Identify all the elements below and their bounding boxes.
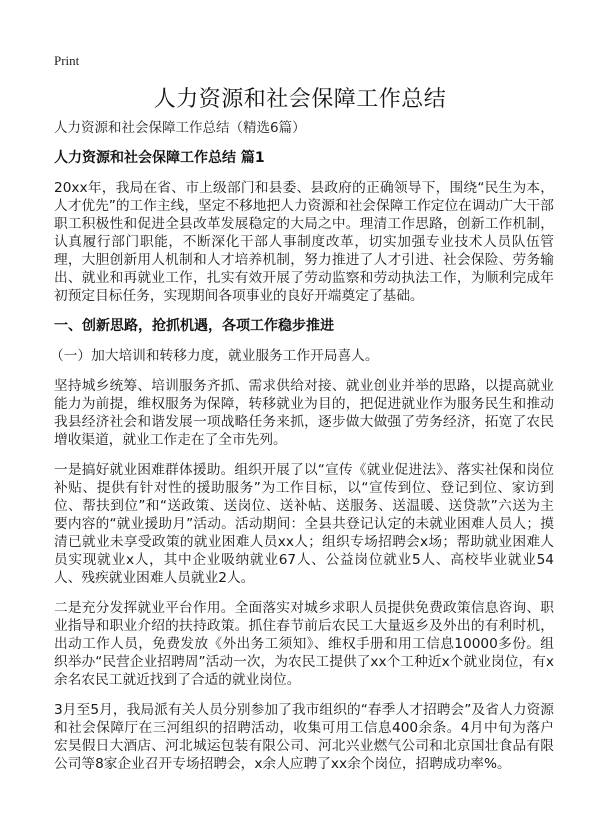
paragraph-recruitment: 3月至5月，我局派有关人员分别参加了我市组织的“春季人才招聘会”及省人力资源和社会保障厅在三河组织的招聘活动，收集可用工信息400余条。4月中旬为落户宏昊假日大酒店、河北城运包装有限公司、河北兴业燃气公司和北京国壮食品有限公司等8家企业召开专场招聘会，x余人应聘了xx余个岗位，招聘成功率%。 (54, 702, 554, 772)
item-heading: （一）加大培训和转移力度，就业服务工作开局喜人。 (50, 348, 379, 364)
document-subtitle: 人力资源和社会保障工作总结（精选6篇） (54, 120, 306, 136)
intro-paragraph: 20xx年，我局在省、市上级部门和县委、县政府的正确领导下，围绕“民生为本，人才优先”的工作主线，坚定不移地把人力资源和社会保障工作定位在调动广大干部职工积极性和促进全县改革发展稳定的大局之中。理清工作思路，创新工作机制，认真履行部门职能，不断深化干部人事制度改革，切实加强专业技术人员队伍管理，大胆创新用人机制和人才培养机制，努力推进了人才引进、社会保险、劳务输出、就业和再就业工作，扎实有效开展了劳动监察和劳动执法工作，为顺利完成年初预定目标任务，实现期间各项事业的良好开端奠定了基础。 (54, 180, 554, 304)
paragraph-assistance: 一是搞好就业困难群体援助。组织开展了以“宣传《就业促进法》、落实社保和岗位补贴、提供有针对性的援助服务”为工作目标，以“宣传到位、登记到位、家访到位、帮扶到位”和“送政策、送岗位、送补帖、送服务、送温暖、送贷款”六送为主要内容的“就业援助月”活动。活动期间：全县共登记认定的未就业困难人员人；摸清已就业未享受政策的就业困难人员xx人；组织专场招聘会x场；帮助就业困难人员实现就业x人，其中企业吸纳就业67人、公益岗位就业5人、高校毕业就业54人、残疾就业困难人员就业2人。 (54, 462, 554, 586)
section-heading: 人力资源和社会保障工作总结 篇1 (54, 150, 265, 166)
document-title: 人力资源和社会保障工作总结 (153, 87, 447, 112)
print-label: Print (54, 53, 80, 68)
document-body (50, 119, 554, 785)
paragraph-employment-strategy: 坚持城乡统筹、培训服务齐抓、需求供给对接、就业创业并举的思路，以提高就业能力为前提，维权服务为保障，转移就业为目的，把促进就业作为服务民生和推动我县经济社会和谐发展一项战略任务来抓，逐步做大做强了劳务经济，拓宽了农民增收渠道，就业工作走在了全市先列。 (54, 378, 554, 448)
paragraph-platform: 二是充分发挥就业平台作用。全面落实对城乡求职人员提供免费政策信息咨询、职业指导和职业介绍的扶持政策。抓住春节前后农民工大量返乡及外出的有利时机，出动工作人员，免费发放《外出务工须知》、维权手册和用工信息10000多份。组织举办“民营企业招聘周”活动一次，为农民工提供了xx个工种近x个就业岗位，有x余名农民工就近找到了合适的就业岗位。 (54, 600, 554, 688)
part-heading: 一、创新思路，抢抓机遇，各项工作稳步推进 (54, 318, 334, 334)
